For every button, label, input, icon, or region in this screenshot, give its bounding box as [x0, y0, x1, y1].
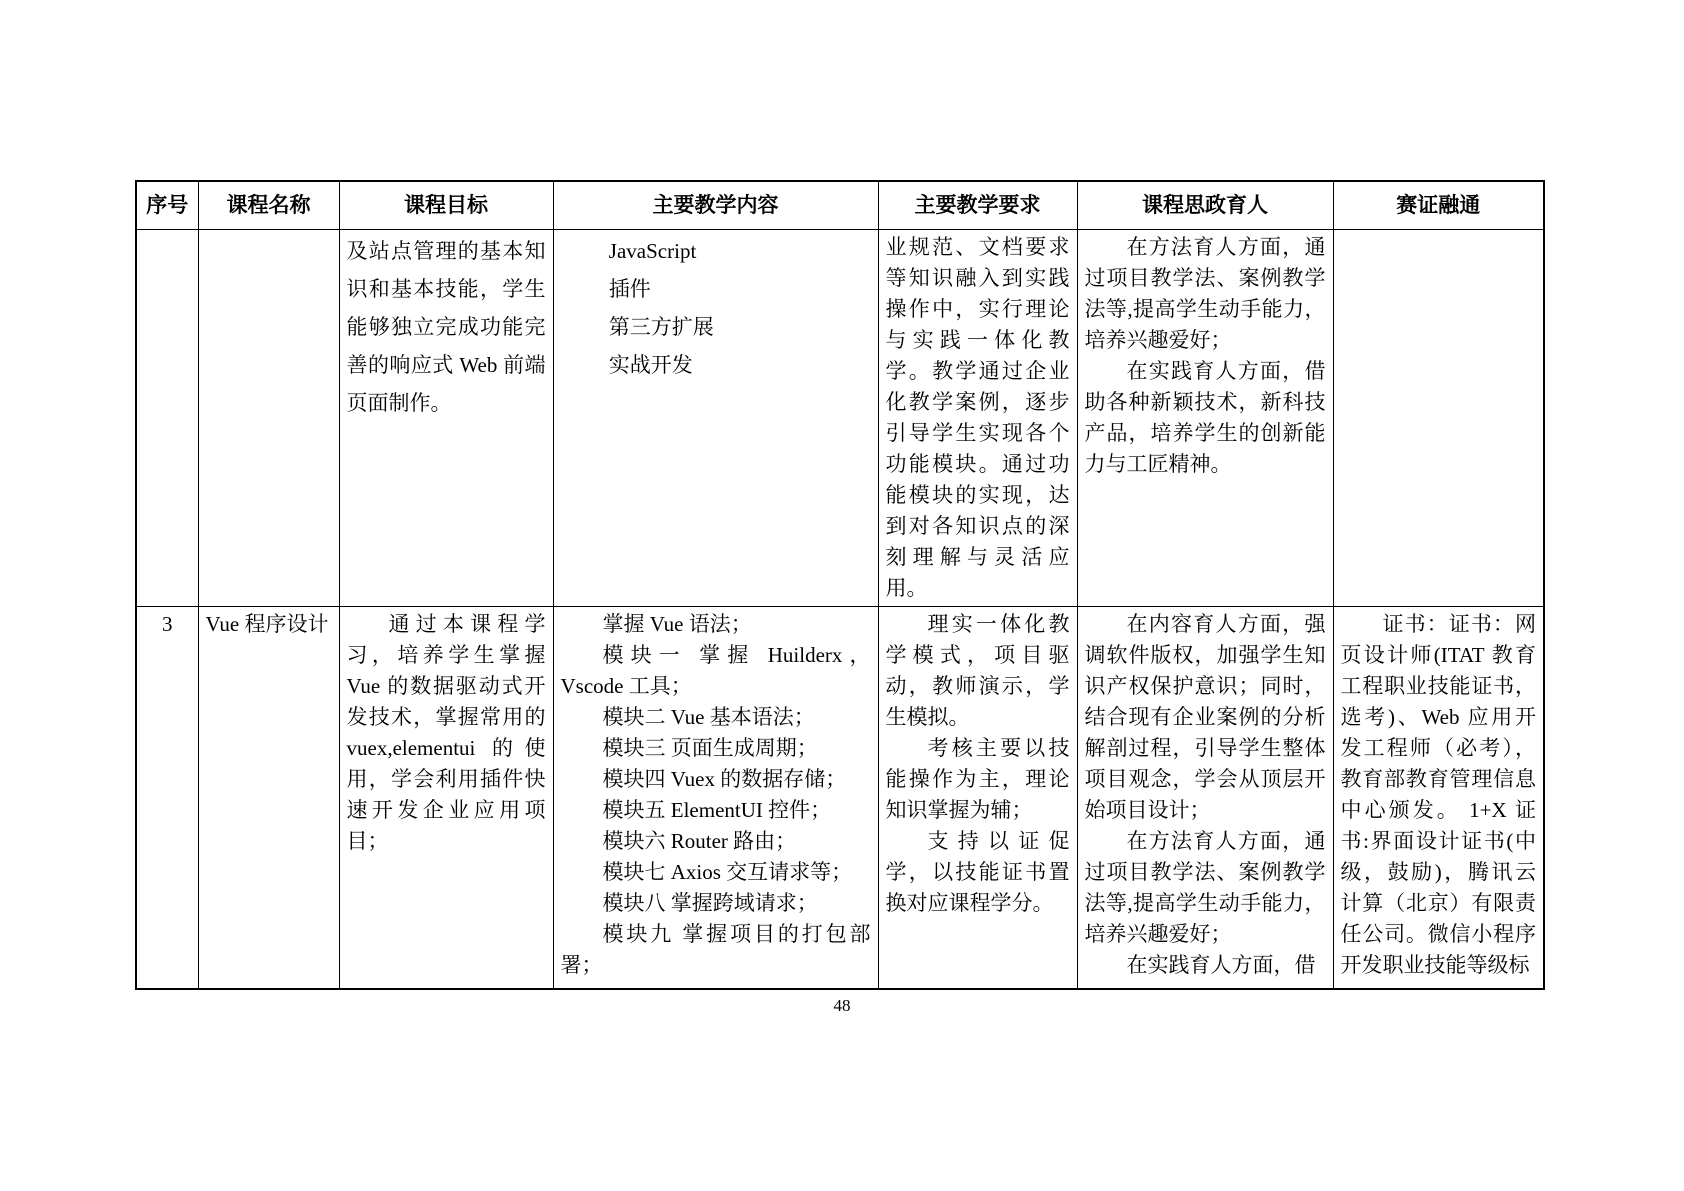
col-header-teaching-requirements: 主要教学要求 — [878, 181, 1077, 229]
paragraph: 在实践育人方面，借 — [1126, 952, 1316, 977]
course-plan-table — [135, 180, 1545, 990]
table-row — [136, 606, 1544, 989]
paragraph: 模块六 Router 路由； — [602, 828, 797, 853]
cell-ideological-education — [1077, 229, 1333, 606]
cell-teaching-content — [553, 229, 878, 606]
paragraph: 模块八 掌握跨域请求； — [602, 890, 818, 915]
paragraph: 业规范、文档要求等知识融入到实践操作中，实行理论与实践一体化教学。教学通过企业化教学案例，逐步引导学生实现各个功能模块。通过功能模块的实现，达到对各知识点的深刻理解与灵活应用。 — [885, 234, 1070, 600]
cell-course-name: Vue 程序设计 — [198, 606, 339, 989]
col-header-certificate-integration: 赛证融通 — [1333, 181, 1544, 229]
paragraph: 插件 — [608, 276, 651, 301]
paragraph: 第三方扩展 — [608, 314, 714, 339]
paragraph: 支持以证促学，以技能证书置换对应课程学分。 — [885, 828, 1070, 915]
paragraph: 实战开发 — [608, 352, 693, 377]
paragraph: 在内容育人方面，强调软件版权，加强学生知识产权保护意识；同时，结合现有企业案例的分析解剖过程，引导学生整体项目观念，学会从顶层开始项目设计； — [1084, 611, 1326, 822]
paragraph: 在方法育人方面，通过项目教学法、案例教学法等,提高学生动手能力，培养兴趣爱好； — [1084, 828, 1326, 946]
paragraph: 模块三 页面生成周期； — [602, 735, 818, 760]
cell-objectives — [339, 606, 553, 989]
paragraph: 在实践育人方面，借助各种新颖技术，新科技产品，培养学生的创新能力与工匠精神。 — [1084, 358, 1326, 476]
paragraph: 模块九 掌握项目的打包部署； — [560, 921, 871, 977]
paragraph: 模块二 Vue 基本语法； — [602, 704, 815, 729]
col-header-seq: 序号 — [136, 181, 198, 229]
cell-seq — [136, 229, 198, 606]
col-header-ideological-education: 课程思政育人 — [1077, 181, 1333, 229]
paragraph: 模块七 Axios 交互请求等； — [602, 859, 853, 884]
paragraph: 模块一 掌握 Huilderx，Vscode 工具； — [560, 642, 871, 698]
paragraph: 证书：证书：网页设计师(ITAT 教育工程职业技能证书，选考)、Web 应用开发工程师（必考），教育部教育管理信息中心颁发。 1+X 证书:界面设计证书(中级，鼓励)，腾讯云计算（北京）有限责任公司。微信小程序开发职业技能等级标 — [1340, 611, 1536, 977]
cell-certificate-integration — [1333, 229, 1544, 606]
cell-course-name — [198, 229, 339, 606]
table-row — [136, 229, 1544, 606]
paragraph: 掌握 Vue 语法； — [602, 611, 752, 636]
page-number: 48 — [833, 996, 851, 1015]
cell-teaching-requirements — [878, 229, 1077, 606]
cell-teaching-requirements — [878, 606, 1077, 989]
paragraph: 理实一体化教学模式，项目驱动，教师演示，学生模拟。 — [885, 611, 1070, 729]
paragraph: JavaScript — [608, 238, 697, 263]
cell-ideological-education — [1077, 606, 1333, 989]
cell-teaching-content — [553, 606, 878, 989]
cell-objectives — [339, 229, 553, 606]
paragraph: 通过本课程学习，培养学生掌握 Vue 的数据驱动式开发技术，掌握常用的 vuex,elementui 的使用，学会利用插件快速开发企业应用项目； — [346, 611, 546, 853]
col-header-teaching-content: 主要教学内容 — [553, 181, 878, 229]
col-header-course-name: 课程名称 — [198, 181, 339, 229]
paragraph: 模块四 Vuex 的数据存储； — [602, 766, 847, 791]
cell-certificate-integration — [1333, 606, 1544, 989]
paragraph: 在方法育人方面，通过项目教学法、案例教学法等,提高学生动手能力，培养兴趣爱好； — [1084, 234, 1326, 352]
col-header-objectives: 课程目标 — [339, 181, 553, 229]
cell-seq: 3 — [136, 606, 198, 989]
paragraph: 考核主要以技能操作为主，理论知识掌握为辅； — [885, 735, 1070, 822]
paragraph: 模块五 ElementUI 控件； — [602, 797, 832, 822]
table-header-row — [136, 181, 1544, 229]
paragraph: 及站点管理的基本知识和基本技能，学生能够独立完成功能完善的响应式 Web 前端页面制作。 — [346, 238, 546, 415]
